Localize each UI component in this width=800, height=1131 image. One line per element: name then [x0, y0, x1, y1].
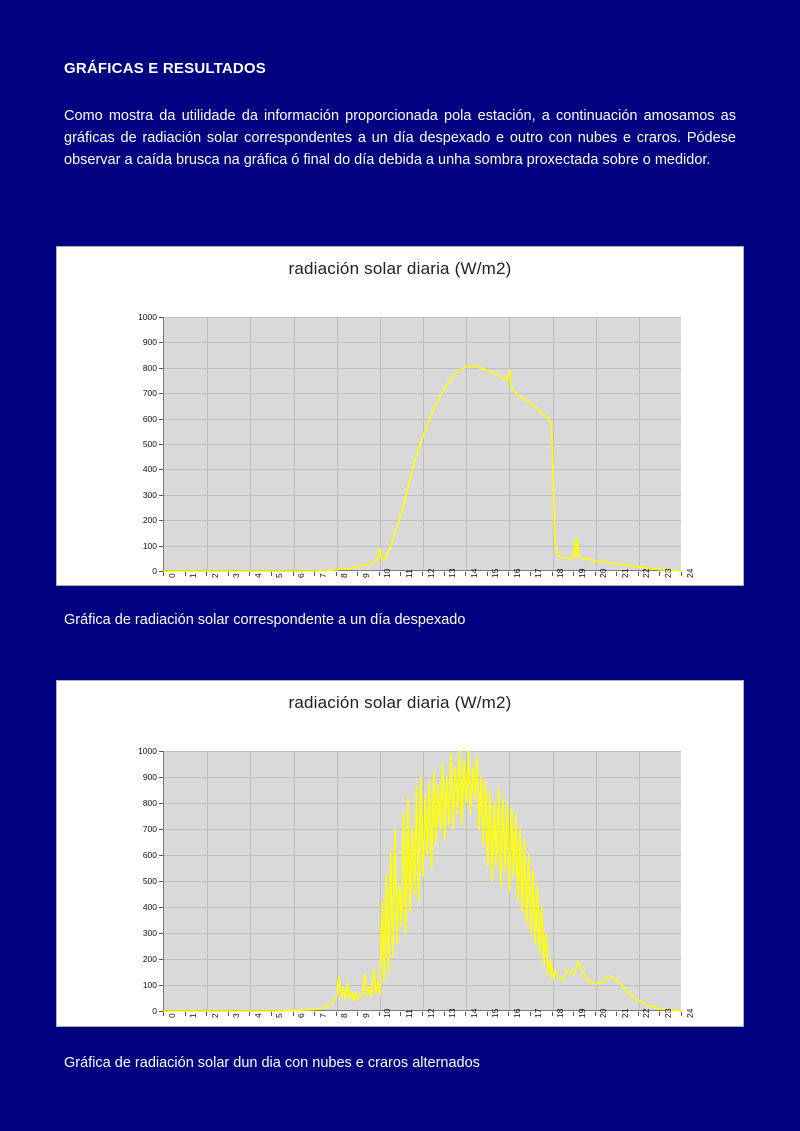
- y-axis-tick-mark: [159, 342, 163, 343]
- x-axis-tick-mark: [249, 572, 250, 576]
- y-axis-tick-mark: [159, 803, 163, 804]
- y-axis-tick-label: 400: [142, 902, 157, 912]
- y-axis-tick-label: 300: [142, 489, 157, 500]
- x-axis-tick-mark: [681, 1012, 682, 1016]
- y-axis-tick-label: 0: [152, 1006, 157, 1016]
- plot-canvas: [163, 317, 681, 571]
- series-line: [164, 751, 682, 1011]
- x-axis-tick-mark: [400, 572, 401, 576]
- x-axis-tick-mark: [638, 1012, 639, 1016]
- x-axis-tick-label: 24: [684, 1008, 695, 1018]
- x-axis-tick-mark: [185, 1012, 186, 1016]
- x-axis-tick-mark: [465, 1012, 466, 1016]
- y-axis-tick-mark: [159, 855, 163, 856]
- y-axis-tick-mark: [159, 777, 163, 778]
- y-axis-tick-label: 800: [142, 798, 157, 808]
- x-axis-tick-label: 5: [274, 573, 285, 578]
- x-axis-tick-label: 9: [360, 1013, 371, 1018]
- y-axis-tick-label: 200: [142, 954, 157, 964]
- x-axis-tick-mark: [595, 1012, 596, 1016]
- data-series: [164, 317, 682, 571]
- y-axis-tick-label: 500: [142, 439, 157, 449]
- chart-plot-area-cloudy-day: [57, 713, 743, 1018]
- x-axis-tick-mark: [573, 572, 574, 576]
- x-axis-tick-label: 1: [188, 1013, 199, 1018]
- y-axis-tick-label: 100: [142, 980, 157, 990]
- x-axis-tick-label: 20: [598, 568, 609, 578]
- x-axis-tick-label: 3: [231, 573, 242, 578]
- intro-paragraph: Como mostra da utilidade da información proporcionada pola estación, a continuación amosamos as gráficas de radiación solar correspondentes a un día despexado e outro con nubes e craros. Pódese observar a caída brusca na gráfica ó final do día debida a unha sombra proxectada sobre o medidor.: [64, 108, 736, 168]
- x-axis-tick-label: 2: [209, 573, 220, 578]
- y-axis-tick-mark: [159, 495, 163, 496]
- x-axis-tick-mark: [379, 1012, 380, 1016]
- x-axis-tick-mark: [271, 572, 272, 576]
- x-axis-tick-mark: [228, 572, 229, 576]
- x-axis-tick-label: 18: [555, 568, 565, 578]
- x-axis-tick-mark: [314, 1012, 315, 1016]
- y-axis-tick-label: 800: [142, 362, 157, 373]
- chart-card-clear-day: [56, 246, 744, 586]
- x-axis-tick-label: 2: [209, 1013, 220, 1018]
- x-axis-tick-mark: [249, 1012, 250, 1016]
- x-axis-tick-mark: [422, 572, 423, 576]
- x-axis-tick-mark: [638, 572, 639, 576]
- x-axis-tick-label: 14: [468, 568, 479, 578]
- y-axis-tick-label: 400: [142, 464, 157, 475]
- x-axis-tick-label: 12: [425, 1008, 436, 1018]
- chart-title: radiación solar diaria (W/m2): [288, 259, 512, 278]
- x-axis-tick-mark: [552, 1012, 553, 1016]
- x-axis-tick-mark: [508, 1012, 509, 1016]
- x-axis-tick-mark: [487, 572, 488, 576]
- y-axis-tick-label: 1000: [138, 312, 157, 322]
- x-axis-tick-mark: [228, 1012, 229, 1016]
- chart-caption-cloudy-day: Gráfica de radiación solar dun dia con nubes e craros alternados: [64, 1055, 480, 1071]
- x-axis-tick-label: 0: [166, 1013, 177, 1018]
- x-axis-tick-label: 9: [360, 573, 371, 578]
- x-axis-tick-mark: [444, 1012, 445, 1016]
- y-axis-tick-mark: [159, 546, 163, 547]
- x-axis-tick-mark: [206, 1012, 207, 1016]
- x-axis-tick-label: 12: [425, 568, 436, 578]
- chart-title: radiación solar diaria (W/m2): [288, 693, 512, 712]
- y-axis-tick-label: 500: [142, 876, 157, 886]
- x-axis-tick-mark: [357, 1012, 358, 1016]
- y-axis-tick-mark: [159, 520, 163, 521]
- x-axis-tick-label: 11: [403, 1009, 414, 1018]
- y-axis-tick-label: 700: [142, 824, 157, 834]
- x-axis-tick-mark: [681, 572, 682, 576]
- data-series: [164, 751, 682, 1011]
- x-axis-tick-mark: [336, 1012, 337, 1016]
- series-line: [164, 366, 682, 571]
- x-axis-tick-mark: [530, 1012, 531, 1016]
- y-axis-tick-mark: [159, 881, 163, 882]
- x-axis-tick-label: 16: [511, 1008, 522, 1018]
- x-axis-tick-label: 3: [231, 1013, 242, 1018]
- page-title: GRÁFICAS E RESULTADOS: [64, 60, 266, 77]
- x-axis-tick-mark: [616, 572, 617, 576]
- x-axis-tick-mark: [314, 572, 315, 576]
- x-axis-tick-label: 11: [403, 569, 414, 578]
- y-axis-tick-mark: [159, 907, 163, 908]
- y-axis-tick-label: 300: [142, 928, 157, 938]
- x-axis-tick-mark: [163, 1012, 164, 1016]
- chart-card-cloudy-day: [56, 680, 744, 1027]
- x-axis-tick-mark: [616, 1012, 617, 1016]
- x-axis-tick-label: 20: [598, 1008, 609, 1018]
- y-axis-tick-label: 900: [142, 337, 157, 348]
- y-axis-tick-mark: [159, 959, 163, 960]
- y-axis-tick-label: 200: [142, 515, 157, 526]
- x-axis-tick-mark: [422, 1012, 423, 1016]
- y-axis-tick-label: 0: [152, 566, 157, 576]
- x-axis-tick-label: 19: [576, 568, 587, 578]
- x-axis-tick-label: 21: [619, 1008, 630, 1018]
- x-axis-tick-mark: [487, 1012, 488, 1016]
- x-axis-tick-mark: [357, 572, 358, 576]
- x-axis-tick-label: 6: [296, 573, 306, 578]
- chart-plot-area-clear-day: [57, 279, 743, 578]
- y-axis-tick-mark: [159, 368, 163, 369]
- x-axis-tick-label: 4: [252, 573, 263, 578]
- x-axis-tick-mark: [400, 1012, 401, 1016]
- x-axis-tick-mark: [185, 572, 186, 576]
- x-axis-tick-label: 8: [339, 1013, 350, 1018]
- x-axis-tick-label: 17: [533, 1008, 544, 1018]
- y-axis-tick-mark: [159, 985, 163, 986]
- x-axis-tick-label: 24: [684, 568, 695, 578]
- x-axis-tick-label: 22: [641, 1008, 652, 1018]
- x-axis-tick-mark: [206, 572, 207, 576]
- chart-caption-clear-day: Gráfica de radiación solar correspondente a un día despexado: [64, 612, 466, 628]
- x-axis-tick-mark: [530, 572, 531, 576]
- x-axis-tick-label: 16: [511, 568, 522, 578]
- x-axis-tick-label: 1: [188, 573, 199, 578]
- y-axis-tick-mark: [159, 469, 163, 470]
- y-axis-tick-mark: [159, 317, 163, 318]
- x-axis-tick-label: 22: [641, 568, 652, 578]
- x-axis-tick-mark: [293, 1012, 294, 1016]
- x-axis-tick-label: 23: [662, 1008, 673, 1018]
- y-axis-tick-mark: [159, 751, 163, 752]
- x-axis-tick-label: 15: [490, 1008, 501, 1018]
- x-axis-tick-label: 4: [252, 1013, 263, 1018]
- x-axis-tick-label: 8: [339, 573, 350, 578]
- x-axis-tick-mark: [336, 572, 337, 576]
- x-axis-tick-label: 15: [490, 568, 501, 578]
- x-axis-tick-mark: [293, 572, 294, 576]
- x-axis-tick-label: 13: [447, 568, 458, 578]
- x-axis-tick-mark: [444, 572, 445, 576]
- x-axis-tick-mark: [659, 1012, 660, 1016]
- x-axis-tick-label: 17: [533, 568, 544, 578]
- x-axis-tick-label: 7: [317, 573, 328, 578]
- x-axis-tick-label: 19: [576, 1008, 587, 1018]
- x-axis-tick-mark: [573, 1012, 574, 1016]
- y-axis-tick-mark: [159, 444, 163, 445]
- plot-canvas: [163, 751, 681, 1011]
- x-axis-tick-mark: [595, 572, 596, 576]
- x-axis-tick-label: 0: [166, 573, 177, 578]
- y-axis-tick-label: 1000: [138, 746, 157, 756]
- x-axis-tick-mark: [465, 572, 466, 576]
- x-axis-tick-label: 7: [317, 1013, 328, 1018]
- x-axis-tick-mark: [659, 572, 660, 576]
- y-axis-tick-label: 700: [142, 388, 157, 399]
- y-axis-tick-label: 600: [142, 850, 157, 860]
- x-axis-tick-mark: [379, 572, 380, 576]
- x-axis-tick-mark: [552, 572, 553, 576]
- y-axis-tick-label: 600: [142, 413, 157, 424]
- x-axis-tick-label: 21: [619, 568, 630, 578]
- x-axis-tick-label: 18: [555, 1008, 565, 1018]
- y-axis-tick-mark: [159, 829, 163, 830]
- x-axis-tick-label: 10: [382, 1008, 393, 1018]
- y-axis-tick-mark: [159, 419, 163, 420]
- x-axis-tick-label: 10: [382, 568, 393, 578]
- y-axis-tick-mark: [159, 933, 163, 934]
- y-axis-tick-label: 100: [142, 540, 157, 551]
- x-axis-tick-label: 6: [296, 1013, 306, 1018]
- x-axis-tick-label: 23: [662, 568, 673, 578]
- x-axis-tick-label: 5: [274, 1013, 285, 1018]
- x-axis-tick-mark: [163, 572, 164, 576]
- x-axis-tick-mark: [508, 572, 509, 576]
- y-axis-tick-label: 900: [142, 772, 157, 782]
- x-axis-tick-mark: [271, 1012, 272, 1016]
- x-axis-tick-label: 13: [447, 1008, 458, 1018]
- y-axis-tick-mark: [159, 393, 163, 394]
- x-axis-tick-label: 14: [468, 1008, 479, 1018]
